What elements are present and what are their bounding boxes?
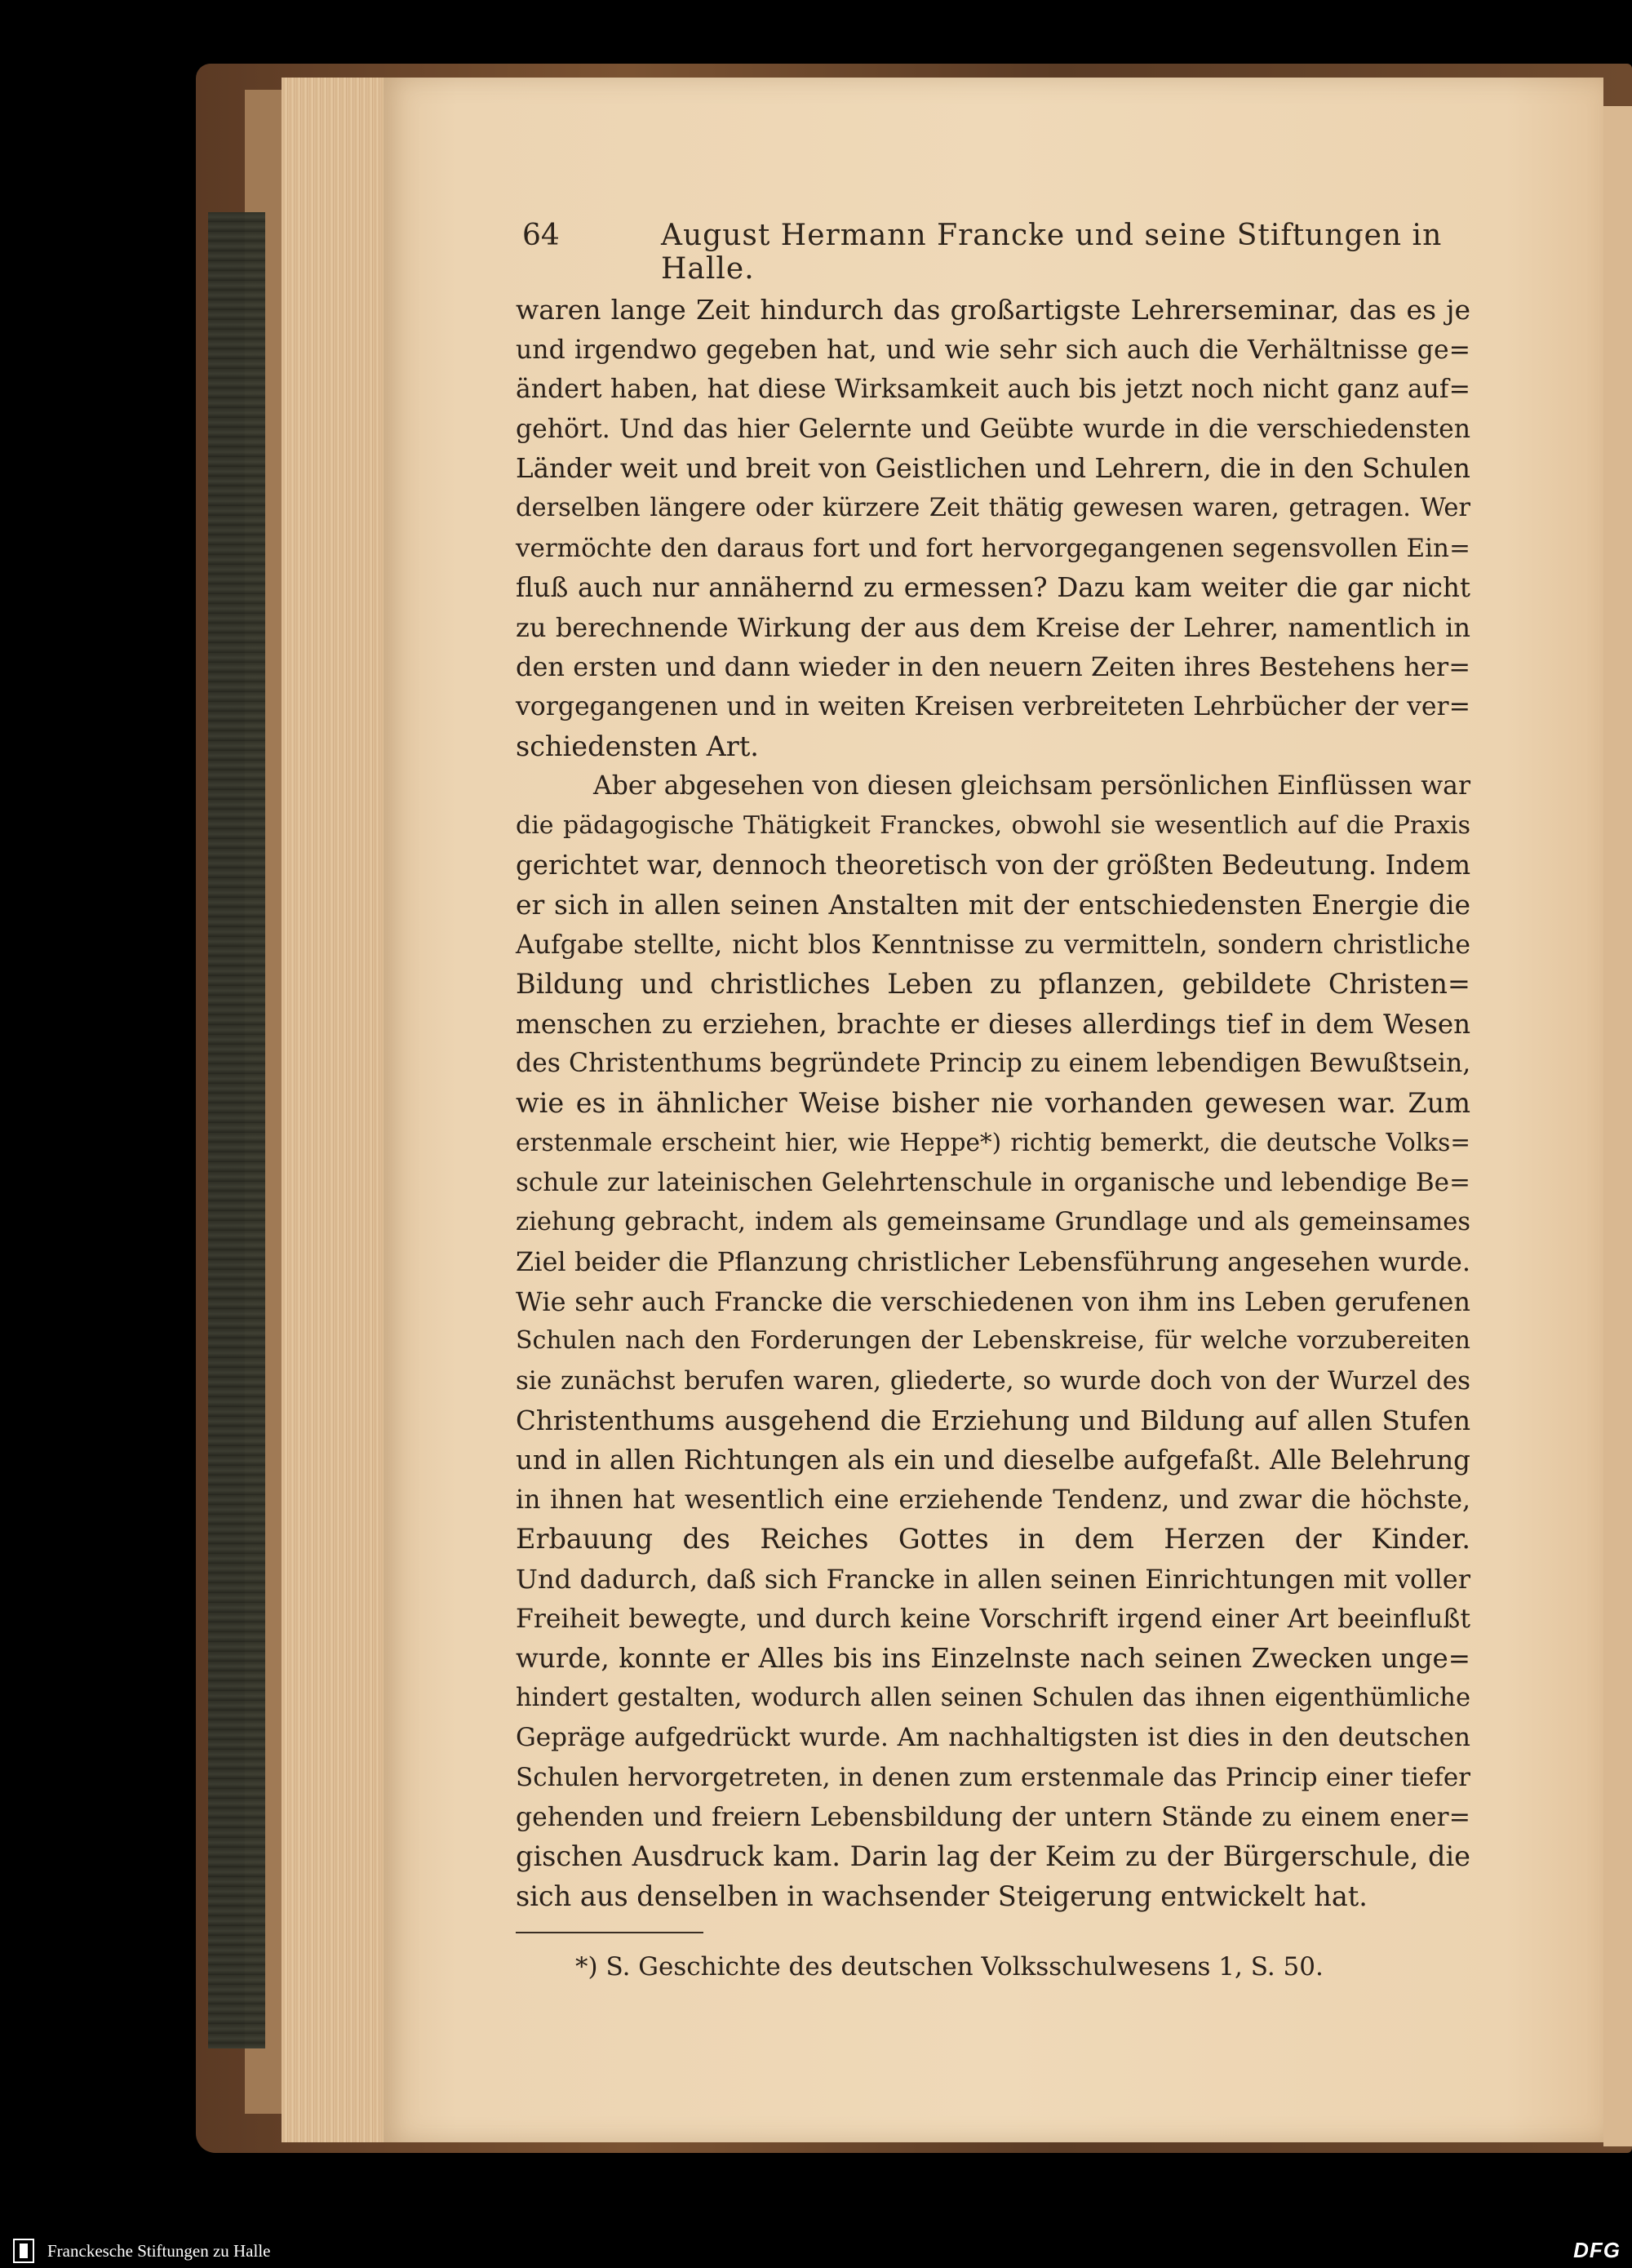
- text-line: Schulen hervorgetreten, in denen zum erstenmale das Princip einer tiefer: [516, 1762, 1470, 1792]
- text-line: vorgegangenen und in weiten Kreisen verbreiteten Lehrbücher der ver=: [516, 691, 1470, 721]
- adjacent-page-edge: [1603, 106, 1632, 2146]
- text-line: gehenden und freiern Lebensbildung der untern Stände zu einem ener=: [516, 1802, 1470, 1832]
- text-line: menschen zu erziehen, brachte er dieses allerdings tief in dem Wesen: [516, 1008, 1470, 1040]
- text-line: den ersten und dann wieder in den neuern Zeiten ihres Bestehens her=: [516, 651, 1470, 683]
- text-line: des Christenthums begründete Princip zu einem lebendigen Bewußtsein,: [516, 1049, 1471, 1079]
- text-line: Erbauung des Reiches Gottes in dem Herzen der Kinder.: [516, 1523, 1470, 1556]
- text-line: und in allen Richtungen als ein und dieselbe aufgefaßt. Alle Belehrung: [516, 1445, 1470, 1476]
- text-line: ändert haben, hat diese Wirksamkeit auch bis jetzt noch nicht ganz auf=: [516, 375, 1470, 405]
- text-line: Ziel beider die Pflanzung christlicher Lebensführung angesehen wurde.: [516, 1246, 1470, 1278]
- text-line: er sich in allen seinen Anstalten mit der entschiedensten Energie die: [516, 888, 1470, 921]
- text-line: sich aus denselben in wachsender Steigerung entwickelt hat.: [516, 1880, 1368, 1912]
- text-line: Christenthums ausgehend die Erziehung und Bildung auf allen Stufen: [516, 1405, 1470, 1436]
- text-line: schule zur lateinischen Gelehrtenschule in organische und lebendige Be=: [516, 1168, 1470, 1198]
- text-line: erstenmale erscheint hier, wie Heppe*) richtig bemerkt, die deutsche Volks=: [516, 1129, 1470, 1157]
- text-line: in ihnen hat wesentlich eine erziehende Tendenz, und zwar die höchste,: [516, 1485, 1470, 1515]
- footnote-rule: [516, 1932, 703, 1933]
- text-line: Bildung und christliches Leben zu pflanzen, gebildete Christen=: [516, 968, 1470, 1001]
- text-line: wurde, konnte er Alles bis ins Einzelnste nach seinen Zwecken unge=: [516, 1643, 1470, 1675]
- text-line: Schulen nach den Forderungen der Lebenskreise, für welche vorzubereiten: [516, 1326, 1470, 1356]
- text-line: ziehung gebracht, indem als gemeinsame Grundlage und als gemeinsames: [516, 1207, 1470, 1236]
- dfg-logo: DFG: [1573, 2238, 1621, 2262]
- text-line: Länder weit und breit von Geistlichen und Lehrern, die in den Schulen: [516, 453, 1470, 485]
- text-line: wie es in ähnlicher Weise bisher nie vorhanden gewesen war. Zum: [516, 1086, 1470, 1119]
- book-spine-cloth: [208, 212, 265, 2048]
- page-number: 64: [522, 219, 560, 252]
- text-line: Wie sehr auch Francke die verschiedenen von ihm ins Leben gerufenen: [516, 1285, 1470, 1317]
- text-line: Gepräge aufgedrückt wurde. Am nachhaltigsten ist dies in den deutschen: [516, 1723, 1470, 1753]
- text-line: zu berechnende Wirkung der aus dem Kreise der Lehrer, namentlich in: [516, 611, 1470, 643]
- text-line: Aber abgesehen von diesen gleichsam persönlichen Einflüssen war: [593, 771, 1470, 801]
- page-block-edges: [282, 78, 388, 2142]
- text-line: gerichtet war, dennoch theoretisch von der größten Bedeutung. Indem: [516, 850, 1471, 881]
- text-line: Freiheit bewegte, und durch keine Vorschrift irgend einer Art beeinflußt: [516, 1604, 1470, 1634]
- text-line: schiedensten Art.: [516, 730, 759, 762]
- text-line: fluß auch nur annähernd zu ermessen? Dazu kam weiter die gar nicht: [516, 572, 1470, 604]
- page-header: [522, 219, 1461, 286]
- institution-name: Franckesche Stiftungen zu Halle: [47, 2241, 271, 2261]
- text-line: waren lange Zeit hindurch das großartigste Lehrerseminar, das es je: [516, 294, 1470, 326]
- text-line: vermöchte den daraus fort und fort hervorgegangenen segensvollen Ein=: [516, 533, 1470, 563]
- text-line: die pädagogische Thätigkeit Franckes, obwohl sie wesentlich auf die Praxis: [516, 810, 1470, 840]
- text-line: hindert gestalten, wodurch allen seinen Schulen das ihnen eigenthümliche: [516, 1683, 1470, 1712]
- institution-logo-icon: [13, 2239, 34, 2263]
- text-line: und irgendwo gegeben hat, und wie sehr sich auch die Verhältnisse ge=: [516, 335, 1470, 365]
- text-line: Aufgabe stellte, nicht blos Kenntnisse zu vermitteln, sondern christliche: [516, 930, 1470, 960]
- text-line: Und dadurch, daß sich Francke in allen seinen Einrichtungen mit voller: [516, 1564, 1470, 1595]
- footnote: *) S. Geschichte des deutschen Volksschulwesens 1, S. 50.: [575, 1952, 1324, 1982]
- running-title: August Hermann Francke und seine Stiftungen in Halle.: [661, 219, 1443, 286]
- body-text: [516, 291, 1470, 1916]
- text-line: sie zunächst berufen waren, gliederte, so wurde doch von der Wurzel des: [516, 1366, 1470, 1396]
- text-line: derselben längere oder kürzere Zeit thätig gewesen waren, getragen. Wer: [516, 493, 1470, 522]
- text-line: gischen Ausdruck kam. Darin lag der Keim zu der Bürgerschule, die: [516, 1840, 1470, 1873]
- text-line: gehört. Und das hier Gelernte und Geübte wurde in die verschiedensten: [516, 414, 1470, 444]
